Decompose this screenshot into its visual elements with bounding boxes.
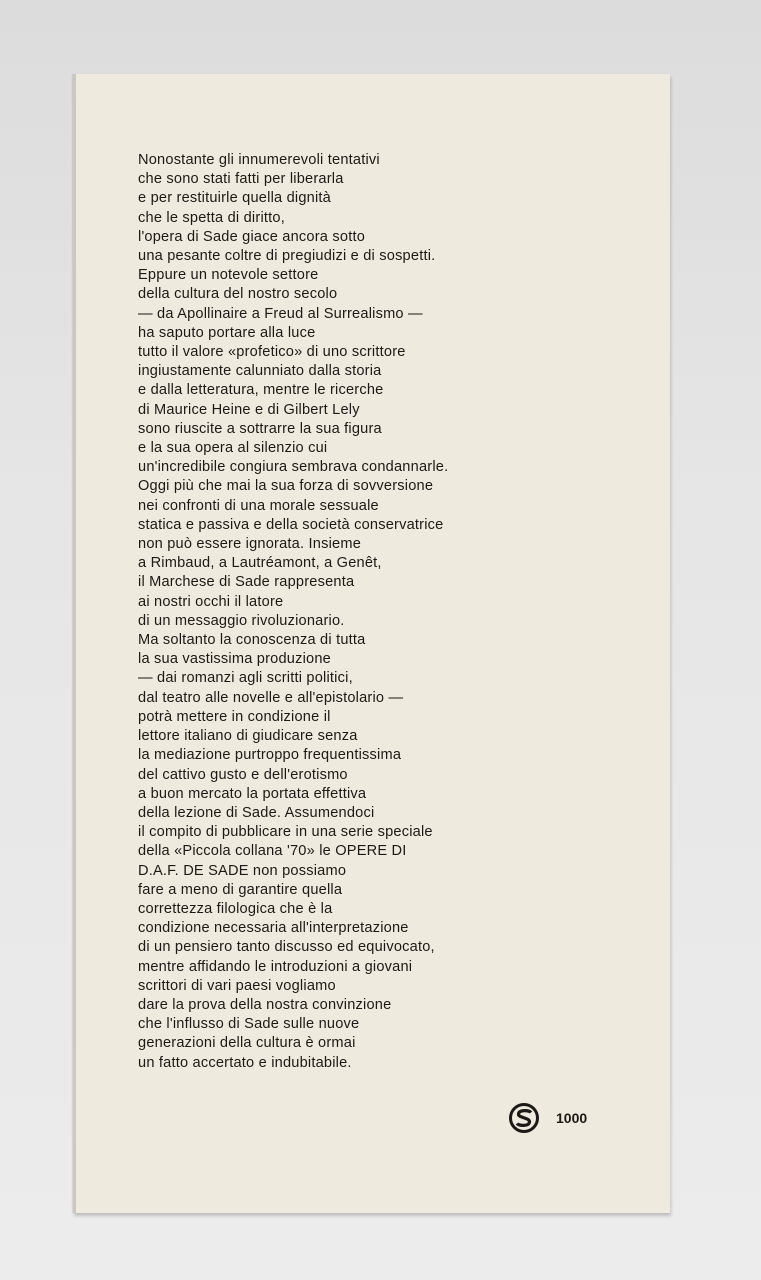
blurb-line: di Maurice Heine e di Gilbert Lely — [138, 401, 360, 418]
blurb-line: Eppure un notevole settore — [138, 267, 319, 284]
blurb-line: e per restituirle quella dignità — [138, 190, 331, 207]
blurb-line: ha saputo portare alla luce — [138, 324, 316, 341]
blurb-line: Ma soltanto la conoscenza di tutta — [138, 632, 366, 649]
blurb-line: a Rimbaud, a Lautréamont, a Genêt, — [138, 555, 382, 572]
blurb-line: Oggi più che mai la sua forza di sovversione — [138, 478, 434, 495]
blurb-line: sono riuscite a sottrarre la sua figura — [138, 420, 382, 437]
blurb-line: condizione necessaria all'interpretazione — [138, 920, 409, 937]
blurb-line: ai nostri occhi il latore — [138, 593, 284, 610]
blurb-line: l'opera di Sade giace ancora sotto — [138, 228, 366, 245]
blurb-line: potrà mettere in condizione il — [138, 708, 331, 725]
blurb-line: che le spetta di diritto, — [138, 209, 285, 226]
blurb-line: e dalla letteratura, mentre le ricerche — [138, 382, 384, 399]
blurb-line: — da Apollinaire a Freud al Surrealismo — — [138, 305, 423, 322]
blurb-line: della cultura del nostro secolo — [138, 286, 338, 303]
blurb-line: tutto il valore «profetico» di uno scrittore — [138, 344, 406, 361]
blurb-line: della lezione di Sade. Assumendoci — [138, 804, 375, 821]
blurb-line: ingiustamente calunniato dalla storia — [138, 363, 382, 380]
blurb-line: D.A.F. DE SADE non possiamo — [138, 862, 347, 879]
blurb-line: una pesante coltre di pregiudizi e di sospetti. — [138, 248, 436, 265]
blurb-line: che sono stati fatti per liberarla — [138, 171, 344, 188]
publisher-s-circle-icon — [508, 1102, 540, 1134]
back-cover-blurb — [138, 151, 618, 1073]
blurb-line: di un messaggio rivoluzionario. — [138, 612, 345, 629]
blurb-line: generazioni della cultura è ormai — [138, 1035, 356, 1052]
blurb-line: la sua vastissima produzione — [138, 651, 331, 668]
price-label: 1000 — [556, 1110, 588, 1126]
publisher-mark — [508, 1102, 587, 1134]
blurb-line: correttezza filologica che è la — [138, 900, 333, 917]
blurb-line: e la sua opera al silenzio cui — [138, 440, 328, 457]
blurb-line: il Marchese di Sade rappresenta — [138, 574, 355, 591]
blurb-line: mentre affidando le introduzioni a giovani — [138, 958, 413, 975]
blurb-line: della «Piccola collana '70» le OPERE DI — [138, 843, 407, 860]
blurb-line: la mediazione purtroppo frequentissima — [138, 747, 402, 764]
blurb-line: nei confronti di una morale sessuale — [138, 497, 379, 514]
blurb-line: fare a meno di garantire quella — [138, 881, 343, 898]
blurb-line: un'incredibile congiura sembrava condannarle. — [138, 459, 449, 476]
blurb-line: statica e passiva e della società conservatrice — [138, 516, 444, 533]
blurb-line: del cattivo gusto e dell'erotismo — [138, 766, 348, 783]
blurb-line: che l'influsso di Sade sulle nuove — [138, 1016, 360, 1033]
blurb-line: dare la prova della nostra convinzione — [138, 996, 392, 1013]
blurb-line: dal teatro alle novelle e all'epistolario — — [138, 689, 404, 706]
blurb-line: a buon mercato la portata effettiva — [138, 785, 367, 802]
blurb-line: Nonostante gli innumerevoli tentativi — [138, 152, 380, 168]
book-back-cover — [73, 74, 670, 1213]
blurb-line: il compito di pubblicare in una serie speciale — [138, 824, 433, 841]
blurb-line: un fatto accertato e indubitabile. — [138, 1054, 352, 1071]
blurb-line: — dai romanzi agli scritti politici, — [138, 670, 353, 687]
blurb-line: lettore italiano di giudicare senza — [138, 728, 358, 745]
blurb-line: di un pensiero tanto discusso ed equivocato, — [138, 939, 435, 956]
blurb-line: non può essere ignorata. Insieme — [138, 536, 362, 553]
blurb-line: scrittori di vari paesi vogliamo — [138, 977, 336, 994]
